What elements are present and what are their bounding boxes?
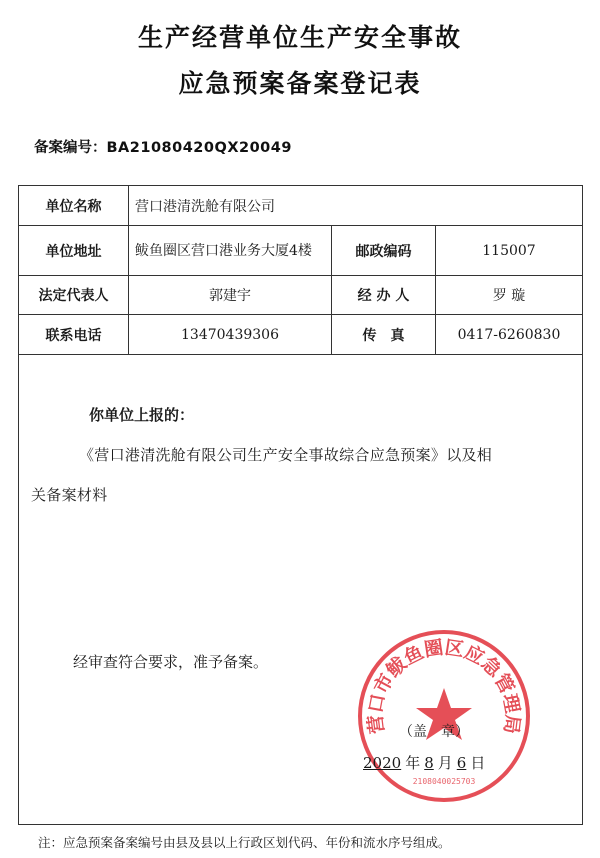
- footnote: 注：应急预案备案编号由县及县以上行政区划代码、年份和流水序号组成。: [38, 835, 451, 850]
- legal-rep-value: 郭建宇: [209, 288, 251, 304]
- handler-value: 罗 璇: [492, 288, 526, 304]
- unit-name-label: 单位名称: [45, 198, 102, 215]
- postcode-label: 邮政编码: [355, 243, 412, 260]
- registration-table: [18, 185, 583, 825]
- legal-rep-label: 法定代表人: [38, 288, 109, 304]
- date-day-unit: 日: [470, 754, 486, 772]
- date-line: [359, 752, 485, 773]
- seal-serial: 2108040025703: [412, 777, 476, 786]
- unit-name-value: 营口港清洗舱有限公司: [135, 198, 275, 215]
- handler-label: 经 办 人: [357, 288, 410, 304]
- fax-label: 传 真: [362, 327, 405, 344]
- title-line-1: 生产经营单位生产安全事故: [137, 23, 462, 52]
- official-seal-stamp: [354, 626, 534, 806]
- title-line-2: 应急预案备案登记表: [178, 69, 422, 98]
- seal-text: 营口市鲅鱼圈区应急管理局: [364, 636, 524, 736]
- content-line-2: 关备案材料: [31, 486, 108, 504]
- content-line-1: 《营口港清洗舱有限公司生产安全事故综合应急预案》以及相: [79, 446, 493, 464]
- address-value: 鲅鱼圈区营口港业务大厦4楼: [135, 242, 312, 259]
- address-label: 单位地址: [45, 243, 102, 260]
- row-divider: [19, 354, 582, 355]
- report-heading: 你单位上报的：: [89, 406, 195, 424]
- phone-label: 联系电话: [45, 327, 102, 344]
- record-number-label: 备案编号：: [34, 140, 107, 156]
- date-month-unit: 月: [437, 754, 453, 772]
- phone-value: 13470439306: [181, 326, 279, 343]
- approval-text: 经审查符合要求，准予备案。: [73, 653, 269, 671]
- record-number: [34, 136, 292, 157]
- date-month: 8: [424, 754, 434, 772]
- record-number-value: BA21080420QX20049: [106, 140, 292, 156]
- date-day: 6: [456, 754, 467, 772]
- fax-value: 0417-6260830: [457, 326, 561, 343]
- date-year: 2020: [363, 754, 402, 772]
- date-year-unit: 年: [405, 754, 421, 772]
- seal-label: （盖 章）: [399, 724, 469, 740]
- postcode-value: 115007: [482, 242, 536, 259]
